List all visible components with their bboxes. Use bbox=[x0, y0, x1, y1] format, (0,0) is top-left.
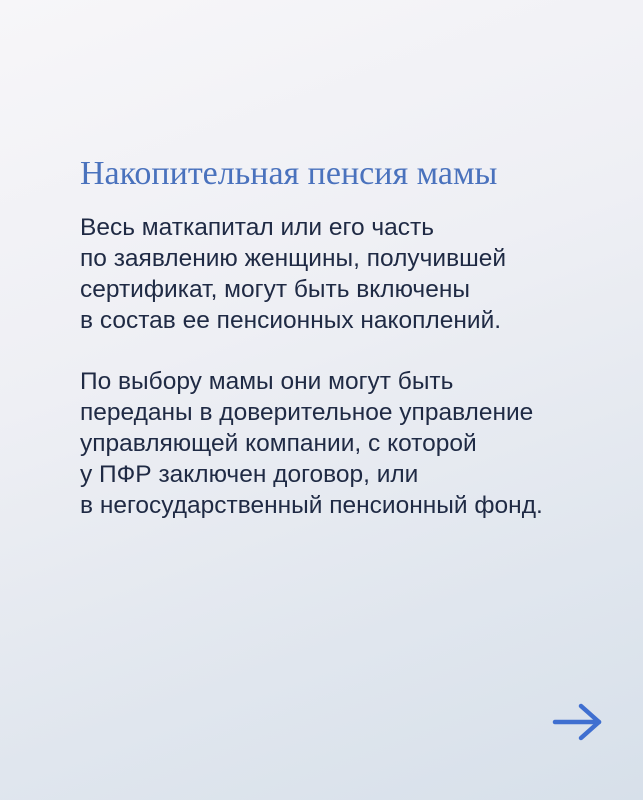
next-slide-button[interactable] bbox=[552, 702, 604, 742]
paragraph-matcapital-inclusion: Весь маткапитал или его часть по заявлению женщины, получившей сертификат, могут быть включены в состав ее пенсионных накоплений. bbox=[80, 214, 507, 334]
paragraph-management-choice: По выбору мамы они могут быть переданы в доверительное управление управляющей компании, с которой у ПФР заключен договор, или в негосударственный пенсионный фонд. bbox=[80, 368, 543, 519]
slide-title: Накопительная пенсия мамы bbox=[80, 155, 498, 192]
arrow-right-icon bbox=[552, 702, 604, 742]
